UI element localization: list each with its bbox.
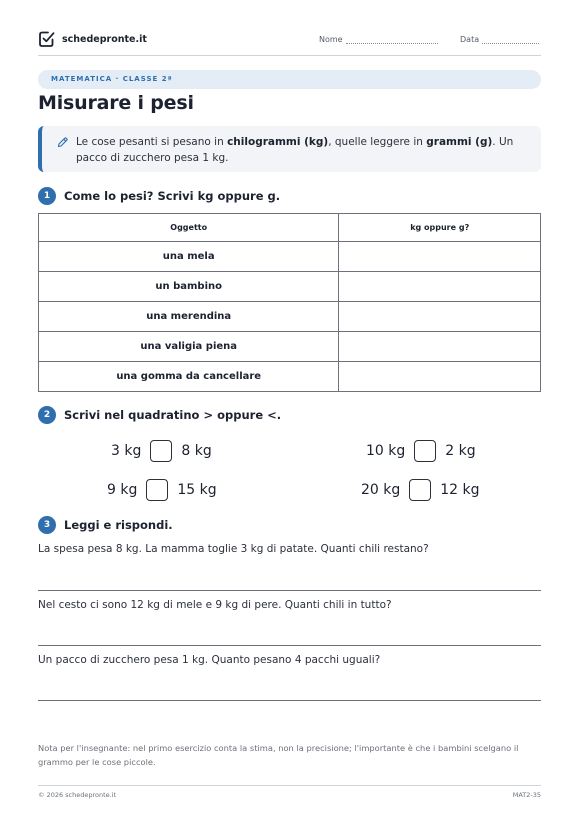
object-cell: una valigia piena (39, 332, 339, 362)
info-text-kg: chilogrammi (kg) (227, 136, 329, 148)
pencil-icon (57, 137, 68, 148)
date-label: Data (460, 35, 480, 44)
section-number: 2 (38, 406, 56, 424)
info-box (38, 126, 541, 172)
comparison-left: 3 kg (111, 443, 142, 459)
table-header-row (39, 214, 541, 242)
date-field[interactable] (460, 35, 539, 44)
comparison-right: 15 kg (177, 482, 217, 498)
section-number: 1 (38, 187, 56, 205)
table-row (39, 272, 541, 302)
section-title: Come lo pesi? Scrivi kg oppure g. (64, 189, 281, 203)
question-3: Un pacco di zucchero pesa 1 kg. Quanto pesano 4 pacchi uguali? (38, 654, 381, 666)
comparison-left: 10 kg (366, 443, 406, 459)
object-cell: una mela (39, 242, 339, 272)
table-row (39, 302, 541, 332)
question-1: La spesa pesa 8 kg. La mamma toglie 3 kg di patate. Quanti chili restano? (38, 543, 429, 555)
section-2-header (38, 406, 281, 424)
comparison-right: 2 kg (445, 443, 476, 459)
comparison-left: 20 kg (361, 482, 401, 498)
answer-line[interactable] (38, 700, 541, 701)
footer-divider (38, 785, 541, 786)
info-text (76, 134, 536, 166)
weights-table (38, 213, 541, 392)
table-row (39, 242, 541, 272)
comparison-answer-box[interactable] (150, 440, 172, 462)
section-3-header (38, 516, 173, 534)
name-label: Nome (319, 35, 343, 44)
teacher-note: Nota per l'insegnante: nel primo esercizio conta la stima, non la precisione; l'importante è che i bambini scelgano il grammo per le cose piccole. (38, 743, 519, 767)
footer-code: MAT2-35 (512, 791, 541, 799)
object-cell: una gomma da cancellare (39, 362, 339, 392)
object-cell: una merendina (39, 302, 339, 332)
comparison-item (366, 440, 476, 462)
answer-cell[interactable] (339, 272, 541, 302)
section-number: 3 (38, 516, 56, 534)
subject-tag (38, 70, 541, 89)
comparison-right: 12 kg (440, 482, 480, 498)
object-cell: un bambino (39, 272, 339, 302)
column-header-object: Oggetto (39, 214, 339, 242)
section-title: Scrivi nel quadratino > oppure <. (64, 408, 282, 422)
logo-text: schedepronte.it (62, 33, 147, 45)
subject-tag-text: MATEMATICA · CLASSE 2ª (51, 75, 173, 83)
comparison-right: 8 kg (181, 443, 212, 459)
footer-copyright: © 2026 schedepronte.it (38, 791, 117, 799)
comparison-answer-box[interactable] (409, 479, 431, 501)
logo[interactable] (38, 30, 147, 48)
comparison-left: 9 kg (107, 482, 138, 498)
name-line (346, 36, 438, 44)
comparison-item (107, 479, 217, 501)
comparison-item (111, 440, 212, 462)
section-1-header (38, 187, 280, 205)
table-row (39, 362, 541, 392)
column-header-unit: kg oppure g? (339, 214, 541, 242)
section-title: Leggi e rispondi. (64, 518, 173, 532)
answer-line[interactable] (38, 645, 541, 646)
name-field[interactable] (319, 35, 438, 44)
answer-cell[interactable] (339, 332, 541, 362)
question-2: Nel cesto ci sono 12 kg di mele e 9 kg di pere. Quanti chili in tutto? (38, 599, 392, 611)
page-title: Misurare i pesi (38, 92, 194, 114)
answer-cell[interactable] (339, 362, 541, 392)
answer-cell[interactable] (339, 242, 541, 272)
date-line (482, 36, 539, 44)
header-divider (38, 55, 541, 56)
comparison-item (361, 479, 480, 501)
checkbox-icon (38, 30, 55, 48)
answer-line[interactable] (38, 590, 541, 591)
info-text-part: , quelle leggere in (328, 136, 427, 148)
table-row (39, 332, 541, 362)
info-text-g: grammi (g) (426, 136, 493, 148)
info-text-part: . Un pacco di zucchero pesa 1 kg. (76, 136, 514, 164)
answer-cell[interactable] (339, 302, 541, 332)
comparison-answer-box[interactable] (414, 440, 436, 462)
info-text-part: Le cose pesanti si pesano in (76, 136, 228, 148)
page-header (38, 30, 541, 52)
comparison-answer-box[interactable] (146, 479, 168, 501)
